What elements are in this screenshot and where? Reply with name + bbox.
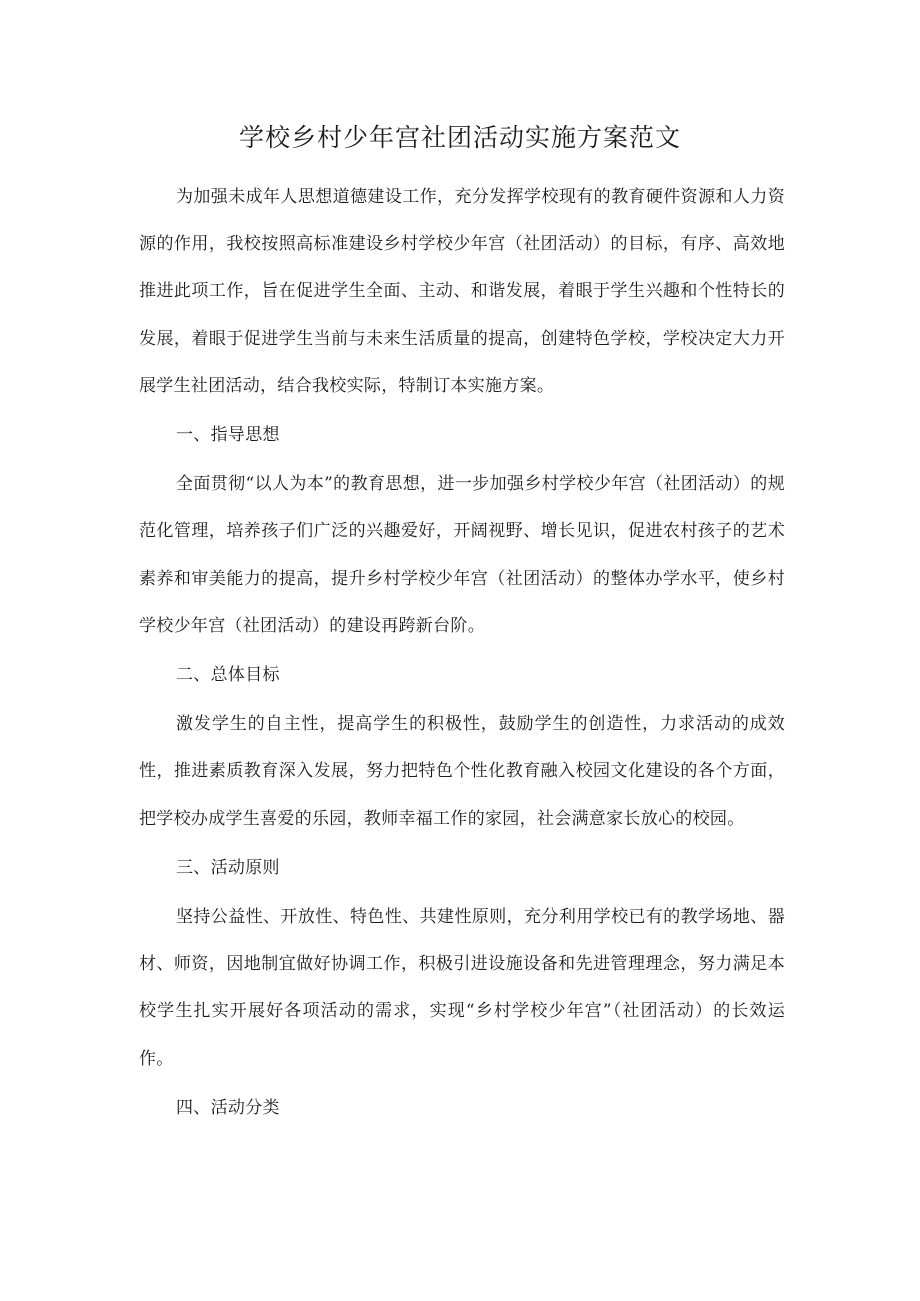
section-body-activity-principles: 坚持公益性、开放性、特色性、共建性原则，充分利用学校已有的教学场地、器材、师资，因地制宜做好协调工作，积极引进设施设备和先进管理理念，努力满足本校学生扎实开展好各项活动的需求，实现“乡村学校少年宫”（社团活动）的长效运作。 — [139, 907, 785, 1069]
intro-paragraph: 为加强未成年人思想道德建设工作，充分发挥学校现有的教育硬件资源和人力资源的作用，我校按照高标准建设乡村学校少年宫（社团活动）的目标，有序、高效地推进此项工作，旨在促进学生全面、主动、和谐发展，着眼于学生兴趣和个性特长的发展，着眼于促进学生当前与未来生活质量的提高，创建特色学校，学校决定大力开展学生社团活动，结合我校实际，特制订本实施方案。 — [139, 187, 785, 396]
section-heading-guiding-ideology: 一、指导思想 — [176, 425, 280, 446]
section-heading-activity-principles: 三、活动原则 — [176, 857, 280, 878]
section-heading-activity-categories: 四、活动分类 — [176, 1097, 280, 1118]
section-body-guiding-ideology: 全面贯彻“以人为本”的教育思想，进一步加强乡村学校少年宫（社团活动）的规范化管理，培养孩子们广泛的兴趣爱好，开阔视野、增长见识，促进农村孩子的艺术素养和审美能力的提高，提升乡村学校少年宫（社团活动）的整体办学水平，使乡村学校少年宫（社团活动）的建设再跨新台阶。 — [139, 474, 785, 636]
document-title: 学校乡村少年宫社团活动实施方案范文 — [238, 123, 681, 152]
section-body-overall-goal: 激发学生的自主性，提高学生的积极性，鼓励学生的创造性，力求活动的成效性，推进素质教育深入发展，努力把特色个性化教育融入校园文化建设的各个方面，把学校办成学生喜爱的乐园，教师幸福工作的家园，社会满意家长放心的校园。 — [139, 714, 785, 829]
section-heading-overall-goal: 二、总体目标 — [176, 665, 280, 686]
document-body — [139, 174, 785, 1134]
